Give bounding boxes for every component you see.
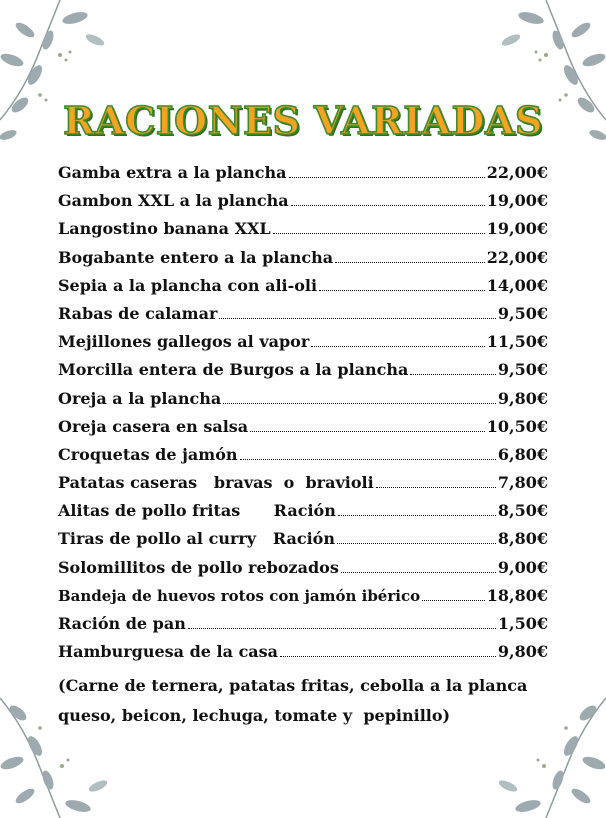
dot-leader xyxy=(273,233,485,234)
item-price: 10,50€ xyxy=(486,416,548,436)
menu-item xyxy=(58,473,548,501)
menu-item xyxy=(58,332,548,360)
dot-leader xyxy=(250,431,485,432)
item-name: Langostino banana XXL xyxy=(58,219,271,239)
dot-leader xyxy=(422,600,485,601)
dot-leader xyxy=(280,656,496,657)
item-price: 9,50€ xyxy=(497,303,548,323)
item-name: Oreja casera en salsa xyxy=(58,416,249,436)
dot-leader xyxy=(376,487,496,488)
item-price: 19,00€ xyxy=(486,191,548,211)
item-price: 9,80€ xyxy=(497,642,548,662)
menu-item xyxy=(58,558,548,586)
item-name: Mejillones gallegos al vapor xyxy=(58,332,310,352)
menu-item xyxy=(58,191,548,219)
burger-description-line-2: queso, beicon, lechuga, tomate y pepinillo) xyxy=(58,706,451,726)
menu-item xyxy=(58,642,548,670)
dot-leader xyxy=(188,628,496,629)
dot-leader xyxy=(289,177,485,178)
item-price: 19,00€ xyxy=(486,219,548,239)
item-name: Solomillitos de pollo rebozados xyxy=(58,557,339,577)
dot-leader xyxy=(341,572,496,573)
burger-description-line-1: (Carne de ternera, patatas fritas, cebolla a la planca xyxy=(58,676,528,696)
menu-item xyxy=(58,586,548,614)
item-name: Oreja a la plancha xyxy=(58,388,222,408)
item-price: 22,00€ xyxy=(486,247,548,267)
item-name: Sepia a la plancha con ali-oli xyxy=(58,275,318,295)
dot-leader xyxy=(335,262,485,263)
dot-leader xyxy=(223,403,496,404)
dot-leader xyxy=(338,515,496,516)
page-title: RACIONES VARIADAS xyxy=(63,98,543,143)
item-price: 9,80€ xyxy=(497,388,548,408)
menu-item xyxy=(58,501,548,529)
menu-item xyxy=(58,219,548,247)
menu-item xyxy=(58,389,548,417)
item-price: 1,50€ xyxy=(497,614,548,633)
item-name: Ración de pan xyxy=(58,614,186,633)
dot-leader xyxy=(311,346,484,347)
item-name: Gambon XXL a la plancha xyxy=(58,191,289,211)
item-name: Rabas de calamar xyxy=(58,303,218,323)
dot-leader xyxy=(219,318,496,319)
item-price: 14,00€ xyxy=(486,275,548,295)
menu-item xyxy=(58,445,548,473)
item-price: 22,00€ xyxy=(486,163,548,182)
item-name: Gamba extra a la plancha xyxy=(58,163,287,182)
dot-leader xyxy=(337,543,496,544)
menu-item xyxy=(58,529,548,557)
item-name: Hamburguesa de la casa xyxy=(58,642,279,662)
menu-item xyxy=(58,304,548,332)
item-name: Morcilla entera de Burgos a la plancha xyxy=(58,360,409,380)
item-price: 8,80€ xyxy=(497,529,548,549)
item-name: Bogabante entero a la plancha xyxy=(58,247,334,267)
menu-item xyxy=(58,248,548,276)
menu-item xyxy=(58,163,548,191)
item-price: 8,50€ xyxy=(497,501,548,521)
dot-leader xyxy=(319,290,485,291)
menu-item xyxy=(58,614,548,642)
item-name: Patatas caseras bravas o bravioli xyxy=(58,473,374,493)
item-name: Bandeja de huevos rotos con jamón ibérico xyxy=(58,586,421,605)
menu-item xyxy=(58,360,548,388)
item-price: 9,00€ xyxy=(497,557,548,577)
item-name: Tiras de pollo al curry Ración xyxy=(58,529,335,549)
dot-leader xyxy=(291,205,485,206)
item-name: Croquetas de jamón xyxy=(58,444,238,464)
item-price: 6,80€ xyxy=(497,444,548,464)
item-name: Alitas de pollo fritas Ración xyxy=(58,501,336,521)
menu-list xyxy=(58,163,548,730)
dot-leader xyxy=(410,374,495,375)
item-price: 18,80€ xyxy=(486,585,548,605)
menu-item xyxy=(58,417,548,445)
item-price: 9,50€ xyxy=(497,360,548,380)
item-price: 7,80€ xyxy=(497,473,548,493)
menu-item xyxy=(58,276,548,304)
dot-leader xyxy=(240,459,496,460)
item-price: 11,50€ xyxy=(486,332,548,352)
